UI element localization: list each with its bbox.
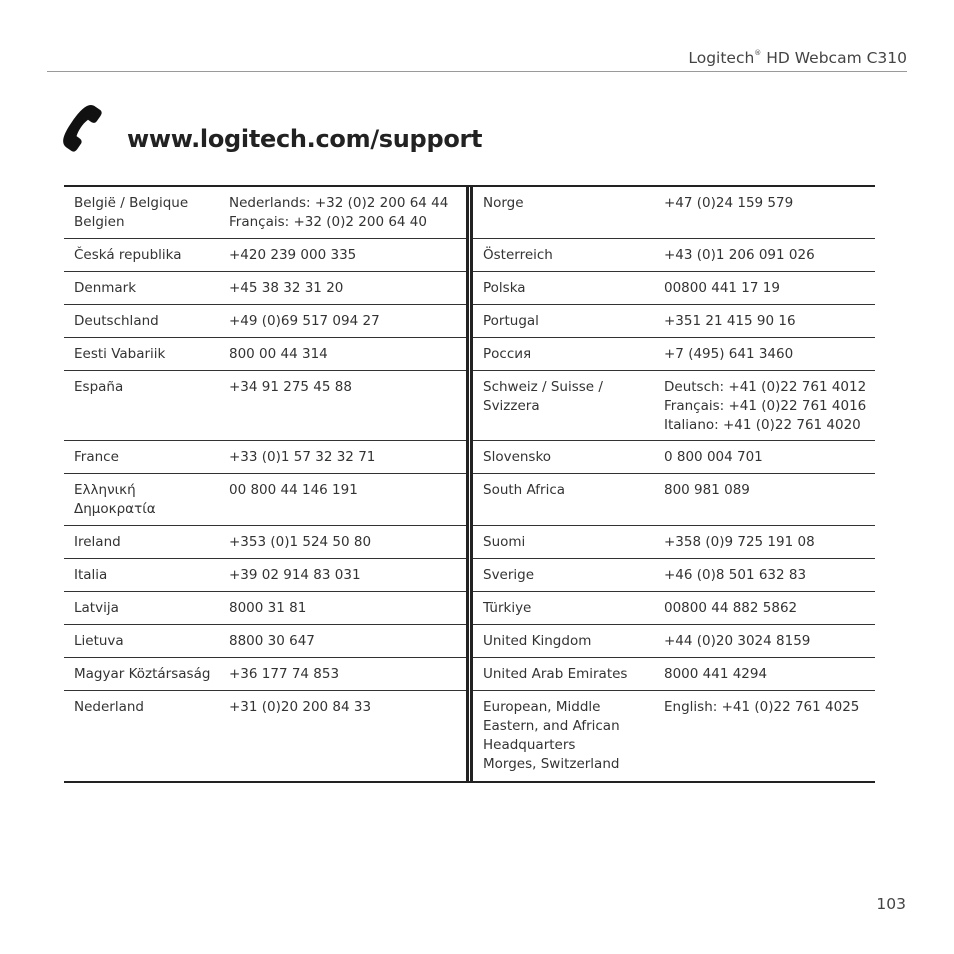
phone-number: +36 177 74 853	[219, 658, 466, 691]
phone-number: +44 (0)20 3024 8159	[654, 625, 875, 658]
country-name: France	[64, 441, 219, 474]
country-name: Ireland	[64, 526, 219, 559]
contact-column-right	[473, 187, 875, 781]
country-name: Denmark	[64, 272, 219, 305]
country-name: Österreich	[473, 239, 654, 272]
phone-number: +46 (0)8 501 632 83	[654, 559, 875, 592]
phone-number: 00800 44 882 5862	[654, 592, 875, 625]
country-name: Portugal	[473, 305, 654, 338]
country-name: België / Belgique Belgien	[64, 187, 219, 239]
country-name: Norge	[473, 187, 654, 239]
country-name: Česká republika	[64, 239, 219, 272]
phone-number: +351 21 415 90 16	[654, 305, 875, 338]
product-title	[688, 49, 907, 67]
country-name: Nederland	[74, 699, 144, 715]
country-name: European, Middle Eastern, and African Headquarters Morges, Switzerland	[483, 699, 620, 772]
phone-number: +47 (0)24 159 579	[654, 187, 875, 239]
phone-number: 00800 441 17 19	[654, 272, 875, 305]
phone-number: Deutsch: +41 (0)22 761 4012 Français: +41 (0)22 761 4016 Italiano: +41 (0)22 761 4020	[654, 371, 875, 441]
phone-number: 800 00 44 314	[219, 338, 466, 371]
country-name: Eesti Vabariik	[64, 338, 219, 371]
phone-number: 8000 31 81	[219, 592, 466, 625]
phone-number: +34 91 275 45 88	[219, 371, 466, 441]
phone-number: +7 (495) 641 3460	[654, 338, 875, 371]
phone-number: +43 (0)1 206 091 026	[654, 239, 875, 272]
country-name: Slovensko	[473, 441, 654, 474]
phone-number: +33 (0)1 57 32 32 71	[219, 441, 466, 474]
product-model: HD Webcam C310	[766, 49, 907, 67]
phone-number: +420 239 000 335	[219, 239, 466, 272]
phone-number: +353 (0)1 524 50 80	[219, 526, 466, 559]
country-name: United Arab Emirates	[473, 658, 654, 691]
phone-number: 8000 441 4294	[654, 658, 875, 691]
country-name: Sverige	[473, 559, 654, 592]
phone-number: +45 38 32 31 20	[219, 272, 466, 305]
product-brand: Logitech	[688, 49, 755, 67]
phone-number: +31 (0)20 200 84 33	[229, 699, 372, 715]
phone-number: English: +41 (0)22 761 4025	[664, 699, 860, 715]
country-name: Italia	[64, 559, 219, 592]
support-url[interactable]: www.logitech.com/support	[127, 125, 483, 153]
phone-number: +49 (0)69 517 094 27	[219, 305, 466, 338]
phone-number: +358 (0)9 725 191 08	[654, 526, 875, 559]
country-name: Ελληνική Δημοκρατία	[64, 474, 219, 526]
phone-number: 0 800 004 701	[654, 441, 875, 474]
country-name: Türkiye	[473, 592, 654, 625]
phone-number: Nederlands: +32 (0)2 200 64 44 Français: +32 (0)2 200 64 40	[219, 187, 466, 239]
contact-column-left	[64, 187, 466, 781]
country-name: Magyar Köztársaság	[64, 658, 219, 691]
phone-number: 8800 30 647	[219, 625, 466, 658]
header-divider	[47, 71, 907, 72]
contact-table	[64, 185, 875, 783]
phone-number: 800 981 089	[654, 474, 875, 526]
country-name: Polska	[473, 272, 654, 305]
country-name: Lietuva	[64, 625, 219, 658]
phone-number: +39 02 914 83 031	[219, 559, 466, 592]
country-name: Deutschland	[64, 305, 219, 338]
country-name: Schweiz / Suisse / Svizzera	[473, 371, 654, 441]
phone-handset-icon	[62, 103, 114, 161]
country-name: España	[64, 371, 219, 441]
country-name: Россия	[473, 338, 654, 371]
column-divider	[466, 187, 473, 781]
country-name: Latvija	[64, 592, 219, 625]
registered-mark: ®	[754, 48, 762, 57]
country-name: United Kingdom	[473, 625, 654, 658]
country-name: South Africa	[473, 474, 654, 526]
country-name: Suomi	[473, 526, 654, 559]
phone-number: 00 800 44 146 191	[219, 474, 466, 526]
page-number: 103	[876, 895, 906, 913]
